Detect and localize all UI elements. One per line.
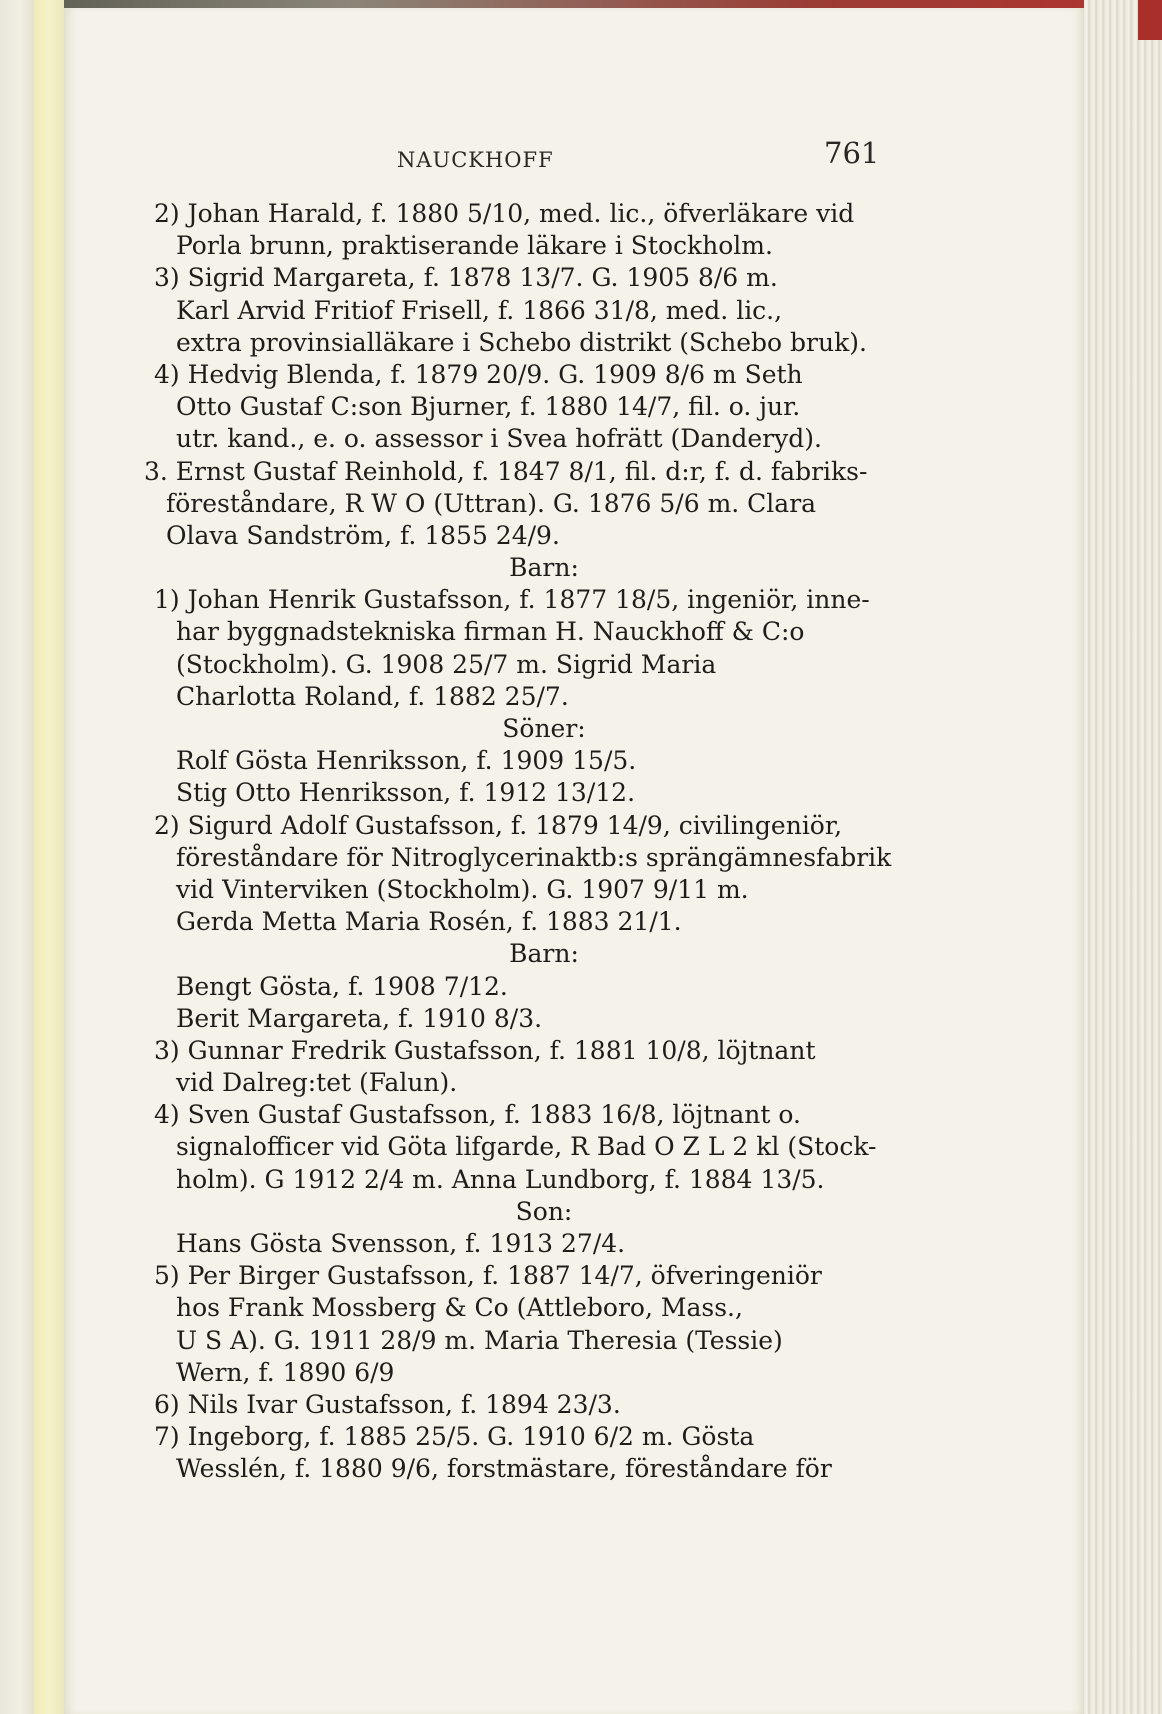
right-cover-corner bbox=[1138, 0, 1162, 40]
text-line: Porla brunn, praktiserande läkare i Stockholm. bbox=[176, 231, 773, 261]
text-line: Berit Margareta, f. 1910 8/3. bbox=[176, 1003, 543, 1033]
text-line: 1) Johan Henrik Gustafsson, f. 1877 18/5, ingeniör, inne- bbox=[154, 585, 870, 615]
section-heading: Son: bbox=[515, 1196, 573, 1226]
text-line: Charlotta Roland, f. 1882 25/7. bbox=[176, 681, 569, 711]
text-line: 2) Sigurd Adolf Gustafsson, f. 1879 14/9, civilingeniör, bbox=[154, 810, 843, 840]
text-line: Wesslén, f. 1880 9/6, forstmästare, föreståndare för bbox=[176, 1454, 832, 1484]
text-line: hos Frank Mossberg & Co (Attleboro, Mass., bbox=[176, 1293, 743, 1323]
text-line: föreståndare för Nitroglycerinaktb:s sprängämnesfabrik bbox=[176, 842, 892, 872]
text-line: Olava Sandström, f. 1855 24/9. bbox=[166, 520, 560, 550]
right-page-edges bbox=[1084, 0, 1162, 1714]
text-line: Karl Arvid Fritiof Frisell, f. 1866 31/8, med. lic., bbox=[176, 295, 783, 325]
text-line: Rolf Gösta Henriksson, f. 1909 15/5. bbox=[176, 746, 637, 776]
text-line: Bengt Gösta, f. 1908 7/12. bbox=[176, 971, 508, 1001]
body-text bbox=[144, 198, 984, 1486]
text-line: 4) Hedvig Blenda, f. 1879 20/9. G. 1909 8/6 m Seth bbox=[154, 359, 803, 389]
text-line: signalofficer vid Göta lifgarde, R Bad O Z L 2 kl (Stock- bbox=[176, 1132, 877, 1162]
text-line: extra provinsialläkare i Schebo distrikt (Schebo bruk). bbox=[176, 327, 867, 357]
text-line: Hans Gösta Svensson, f. 1913 27/4. bbox=[176, 1229, 626, 1258]
text-line: har byggnadstekniska firman H. Nauckhoff & C:o bbox=[176, 617, 805, 647]
text-line: 4) Sven Gustaf Gustafsson, f. 1883 16/8, löjtnant o. bbox=[154, 1100, 801, 1130]
text-line: 5) Per Birger Gustafsson, f. 1887 14/7, öfveringeniör bbox=[154, 1261, 822, 1291]
left-margin-tint bbox=[34, 0, 64, 1714]
running-head: NAUCKHOFF bbox=[397, 148, 554, 172]
text-line: föreståndare, R W O (Uttran). G. 1876 5/6 m. Clara bbox=[166, 488, 817, 518]
text-line: 2) Johan Harald, f. 1880 5/10, med. lic., öfverläkare vid bbox=[154, 199, 855, 228]
text-line: 3) Sigrid Margareta, f. 1878 13/7. G. 1905 8/6 m. bbox=[154, 263, 778, 293]
section-heading: Söner: bbox=[502, 714, 586, 743]
text-line: (Stockholm). G. 1908 25/7 m. Sigrid Maria bbox=[176, 649, 717, 679]
text-line: vid Vinterviken (Stockholm). G. 1907 9/11 m. bbox=[176, 874, 749, 904]
left-page-edge bbox=[0, 0, 34, 1714]
text-line: 3. Ernst Gustaf Reinhold, f. 1847 8/1, fil. d:r, f. d. fabriks- bbox=[144, 456, 868, 486]
text-line: Otto Gustaf C:son Bjurner, f. 1880 14/7, fil. o. jur. bbox=[176, 392, 801, 422]
section-heading: Barn: bbox=[509, 553, 579, 583]
text-line: vid Dalreg:tet (Falun). bbox=[176, 1068, 458, 1098]
text-line: 3) Gunnar Fredrik Gustafsson, f. 1881 10/8, löjtnant bbox=[154, 1035, 816, 1065]
text-line: Gerda Metta Maria Rosén, f. 1883 21/1. bbox=[176, 907, 682, 937]
text-line: utr. kand., e. o. assessor i Svea hofrätt (Danderyd). bbox=[176, 424, 822, 454]
text-line: Stig Otto Henriksson, f. 1912 13/12. bbox=[176, 778, 636, 808]
page-number: 761 bbox=[824, 136, 880, 170]
text-line: Wern, f. 1890 6/9 bbox=[176, 1357, 395, 1387]
section-heading: Barn: bbox=[509, 939, 579, 969]
text-line: holm). G 1912 2/4 m. Anna Lundborg, f. 1884 13/5. bbox=[176, 1164, 825, 1194]
text-line: 7) Ingeborg, f. 1885 25/5. G. 1910 6/2 m. Gösta bbox=[154, 1422, 755, 1452]
book-page bbox=[64, 8, 1084, 1714]
page-header bbox=[64, 136, 1084, 176]
text-line: 6) Nils Ivar Gustafsson, f. 1894 23/3. bbox=[154, 1389, 621, 1419]
text-line: U S A). G. 1911 28/9 m. Maria Theresia (Tessie) bbox=[176, 1325, 783, 1355]
